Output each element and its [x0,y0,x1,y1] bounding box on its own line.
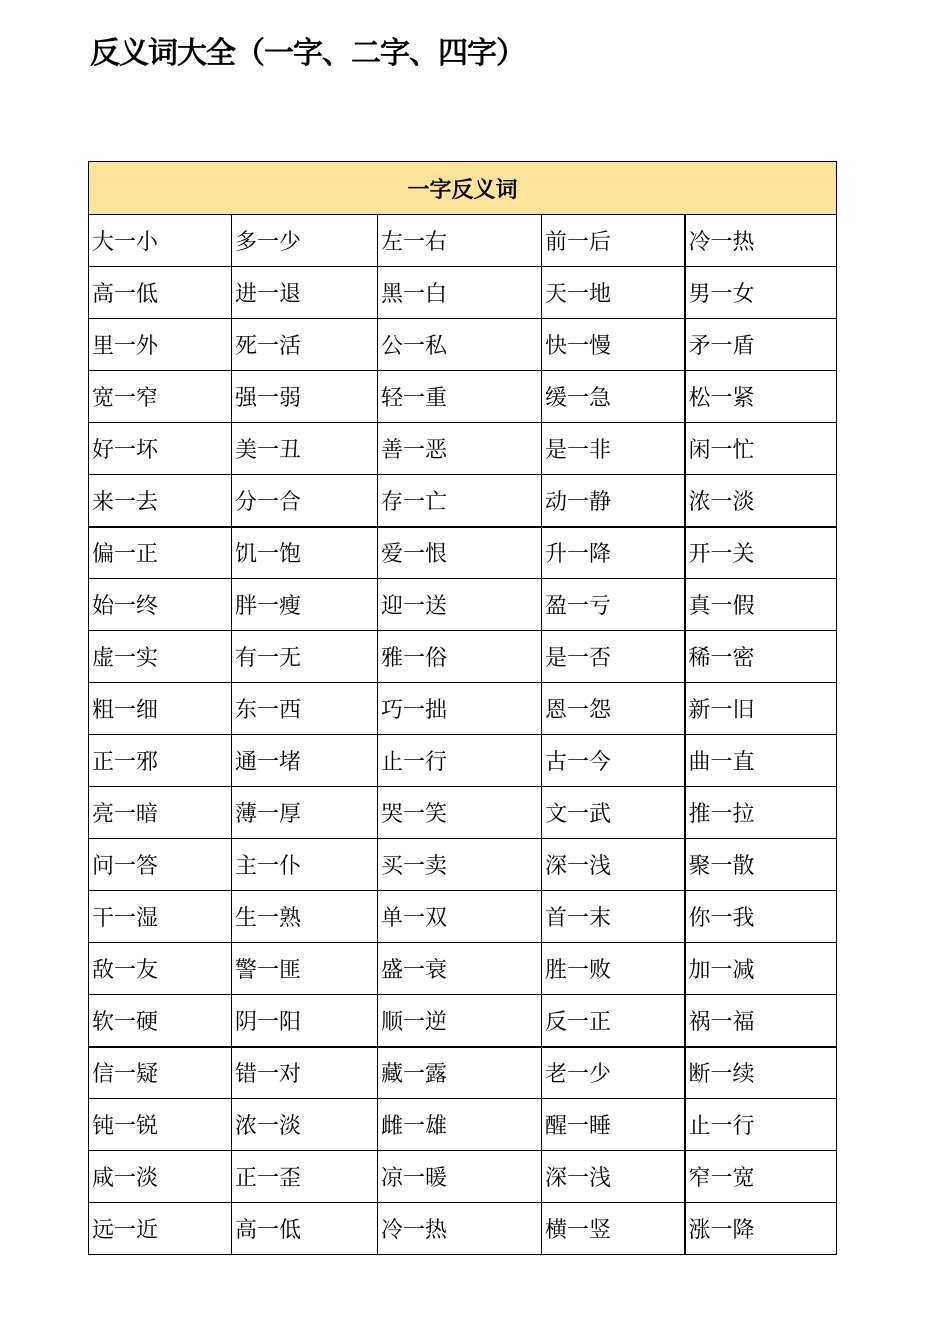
antonym-pair-cell: 公一私 [378,319,542,371]
antonym-pair-cell: 黑一白 [378,267,542,319]
antonym-pair-cell: 分一合 [232,475,378,527]
antonym-pair-cell: 哭一笑 [378,787,542,839]
antonym-pair-cell: 聚一散 [685,839,837,891]
antonym-pair-cell: 浓一淡 [685,475,837,527]
antonym-pair-cell: 凉一暖 [378,1151,542,1203]
antonym-pair-cell: 曲一直 [685,735,837,787]
antonym-pair-cell: 前一后 [542,215,685,267]
antonym-pair-cell: 敌一友 [89,943,232,995]
antonym-pair-cell: 左一右 [378,215,542,267]
antonym-pair-cell: 深一浅 [542,839,685,891]
antonym-pair-cell: 松一紧 [685,371,837,423]
antonym-pair-cell: 高一低 [89,267,232,319]
antonym-pair-cell: 错一对 [232,1047,378,1099]
antonym-pair-cell: 来一去 [89,475,232,527]
antonym-pair-cell: 买一卖 [378,839,542,891]
antonym-pair-cell: 阴一阳 [232,995,378,1047]
antonym-pair-cell: 东一西 [232,683,378,735]
antonym-pair-cell: 高一低 [232,1203,378,1255]
table-row [89,1151,837,1203]
antonym-pair-cell: 天一地 [542,267,685,319]
antonym-pair-cell: 祸一福 [685,995,837,1047]
antonym-pair-cell: 干一湿 [89,891,232,943]
antonym-pair-cell: 轻一重 [378,371,542,423]
antonym-pair-cell: 虚一实 [89,631,232,683]
antonym-pair-cell: 好一坏 [89,423,232,475]
antonym-pair-cell: 是一非 [542,423,685,475]
antonym-pair-cell: 断一续 [685,1047,837,1099]
table-row [89,631,837,683]
antonym-pair-cell: 冷一热 [378,1203,542,1255]
antonym-pair-cell: 信一疑 [89,1047,232,1099]
antonym-pair-cell: 老一少 [542,1047,685,1099]
table-row [89,1203,837,1255]
antonym-pair-cell: 止一行 [685,1099,837,1151]
antonym-pair-cell: 正一邪 [89,735,232,787]
antonym-pair-cell: 有一无 [232,631,378,683]
antonym-pair-cell: 浓一淡 [232,1099,378,1151]
table-row [89,683,837,735]
table-row [89,1047,837,1099]
antonym-pair-cell: 顺一逆 [378,995,542,1047]
antonym-pair-cell: 止一行 [378,735,542,787]
antonym-pair-cell: 正一歪 [232,1151,378,1203]
antonym-pair-cell: 爱一恨 [378,527,542,579]
antonym-pair-cell: 藏一露 [378,1047,542,1099]
table-row [89,735,837,787]
antonym-pair-cell: 饥一饱 [232,527,378,579]
antonym-pair-cell: 生一熟 [232,891,378,943]
table-row [89,319,837,371]
antonym-pair-cell: 进一退 [232,267,378,319]
antonym-pair-cell: 古一今 [542,735,685,787]
antonym-pair-cell: 首一末 [542,891,685,943]
table-row [89,423,837,475]
antonym-pair-cell: 雌一雄 [378,1099,542,1151]
antonym-pair-cell: 美一丑 [232,423,378,475]
table-row [89,579,837,631]
table-row [89,371,837,423]
antonym-pair-cell: 加一减 [685,943,837,995]
table-row [89,839,837,891]
antonym-pair-cell: 开一关 [685,527,837,579]
antonym-pair-cell: 迎一送 [378,579,542,631]
antonym-pair-cell: 警一匪 [232,943,378,995]
antonym-pair-cell: 始一终 [89,579,232,631]
antonym-pair-cell: 深一浅 [542,1151,685,1203]
antonym-pair-cell: 文一武 [542,787,685,839]
antonym-pair-cell: 盈一亏 [542,579,685,631]
antonym-pair-cell: 单一双 [378,891,542,943]
antonym-pair-cell: 真一假 [685,579,837,631]
antonym-pair-cell: 雅一俗 [378,631,542,683]
antonym-pair-cell: 矛一盾 [685,319,837,371]
table-row [89,995,837,1047]
antonym-pair-cell: 偏一正 [89,527,232,579]
antonym-pair-cell: 醒一睡 [542,1099,685,1151]
table-row [89,891,837,943]
antonym-pair-cell: 存一亡 [378,475,542,527]
antonym-pair-cell: 稀一密 [685,631,837,683]
antonym-pair-cell: 亮一暗 [89,787,232,839]
antonym-pair-cell: 远一近 [89,1203,232,1255]
antonym-pair-cell: 主一仆 [232,839,378,891]
antonym-pair-cell: 咸一淡 [89,1151,232,1203]
antonym-pair-cell: 你一我 [685,891,837,943]
antonym-pair-cell: 横一竖 [542,1203,685,1255]
antonym-pair-cell: 反一正 [542,995,685,1047]
antonym-pair-cell: 升一降 [542,527,685,579]
antonym-pair-cell: 推一拉 [685,787,837,839]
antonym-pair-cell: 强一弱 [232,371,378,423]
antonym-pair-cell: 通一堵 [232,735,378,787]
antonym-pair-cell: 宽一窄 [89,371,232,423]
table-header-row [89,162,837,215]
antonym-pair-cell: 是一否 [542,631,685,683]
antonym-pair-cell: 涨一降 [685,1203,837,1255]
document-title: 反义词大全（一字、二字、四字） [90,36,525,71]
table-row [89,527,837,579]
antonym-table [88,161,837,1255]
table-header: 一字反义词 [89,162,837,215]
antonym-pair-cell: 男一女 [685,267,837,319]
antonym-pair-cell: 多一少 [232,215,378,267]
antonym-pair-cell: 死一活 [232,319,378,371]
antonym-pair-cell: 缓一急 [542,371,685,423]
antonym-pair-cell: 新一旧 [685,683,837,735]
antonym-pair-cell: 盛一衰 [378,943,542,995]
table-row [89,475,837,527]
antonym-pair-cell: 闲一忙 [685,423,837,475]
table-row [89,943,837,995]
table-body [89,215,837,1255]
antonym-pair-cell: 软一硬 [89,995,232,1047]
antonym-pair-cell: 冷一热 [685,215,837,267]
antonym-pair-cell: 胖一瘦 [232,579,378,631]
antonym-pair-cell: 薄一厚 [232,787,378,839]
antonym-pair-cell: 里一外 [89,319,232,371]
antonym-pair-cell: 钝一锐 [89,1099,232,1151]
antonym-pair-cell: 大一小 [89,215,232,267]
antonym-pair-cell: 窄一宽 [685,1151,837,1203]
table-row [89,215,837,267]
table-row [89,787,837,839]
antonym-pair-cell: 粗一细 [89,683,232,735]
antonym-pair-cell: 善一恶 [378,423,542,475]
antonym-pair-cell: 快一慢 [542,319,685,371]
antonym-pair-cell: 巧一拙 [378,683,542,735]
antonym-pair-cell: 恩一怨 [542,683,685,735]
antonym-pair-cell: 胜一败 [542,943,685,995]
table-row [89,267,837,319]
table-row [89,1099,837,1151]
antonym-pair-cell: 问一答 [89,839,232,891]
antonym-pair-cell: 动一静 [542,475,685,527]
